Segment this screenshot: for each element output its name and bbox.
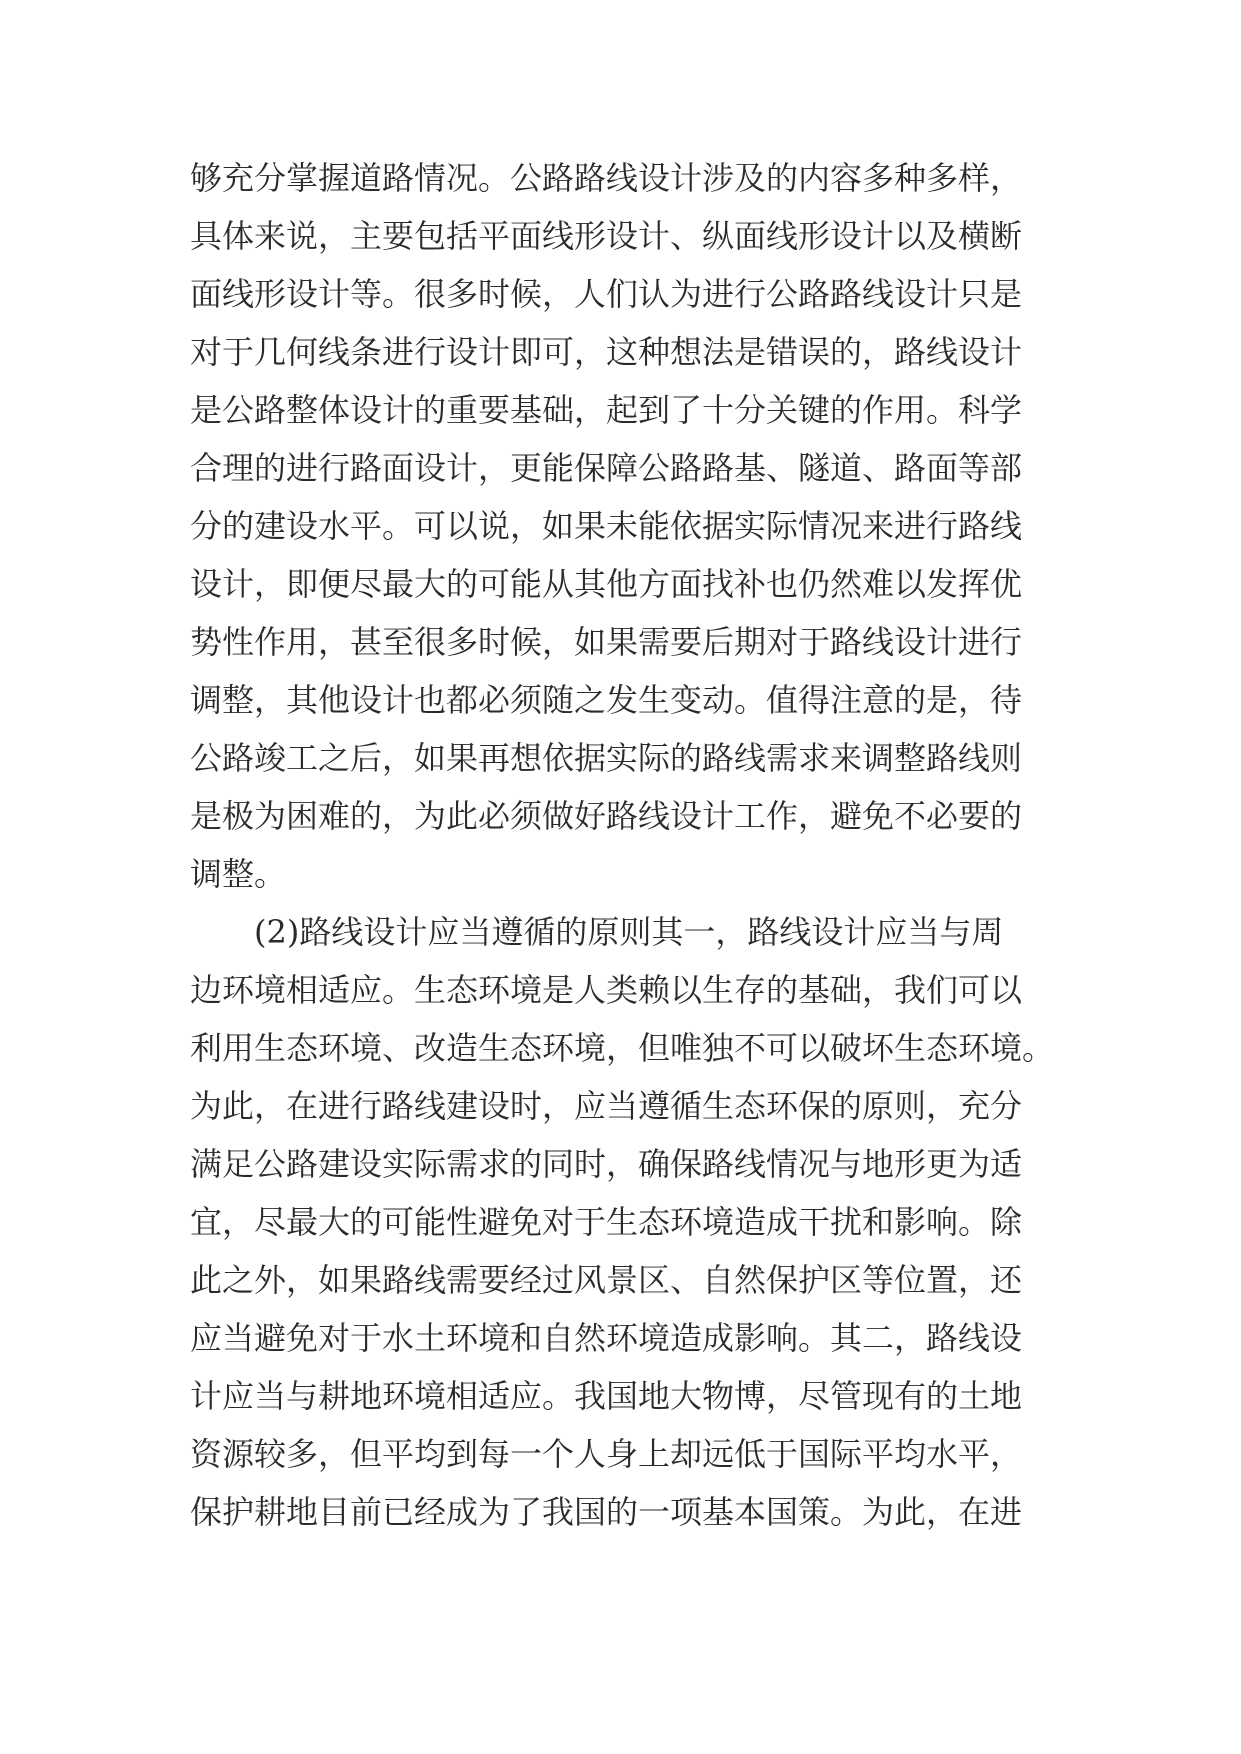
text-line: 是极为困难的，为此必须做好路线设计工作，避免不必要的 bbox=[190, 797, 1023, 835]
text-line: 边环境相适应。生态环境是人类赖以生存的基础，我们可以 bbox=[190, 971, 1023, 1009]
text-line: 对于几何线条进行设计即可，这种想法是错误的，路线设计 bbox=[190, 333, 1023, 371]
text-line: 面线形设计等。很多时候，人们认为进行公路路线设计只是 bbox=[190, 275, 1023, 313]
text-line: 保护耕地目前已经成为了我国的一项基本国策。为此，在进 bbox=[190, 1493, 1023, 1531]
text-line: 宜，尽最大的可能性避免对于生态环境造成干扰和影响。除 bbox=[190, 1203, 1023, 1241]
text-line: 此之外，如果路线需要经过风景区、自然保护区等位置，还 bbox=[190, 1261, 1023, 1299]
paragraph-start-line: (2)路线设计应当遵循的原则其一，路线设计应当与周 bbox=[254, 913, 1004, 951]
text-line: 具体来说，主要包括平面线形设计、纵面线形设计以及横断 bbox=[190, 217, 1023, 255]
text-line: 利用生态环境、改造生态环境，但唯独不可以破坏生态环境。 bbox=[190, 1029, 1055, 1067]
text-line: 为此，在进行路线建设时，应当遵循生态环保的原则，充分 bbox=[190, 1087, 1023, 1125]
text-line: 计应当与耕地环境相适应。我国地大物博，尽管现有的土地 bbox=[190, 1377, 1023, 1415]
text-line: 是公路整体设计的重要基础，起到了十分关键的作用。科学 bbox=[190, 391, 1023, 429]
text-line: 设计，即便尽最大的可能从其他方面找补也仍然难以发挥优 bbox=[190, 565, 1023, 603]
text-line: 势性作用，甚至很多时候，如果需要后期对于路线设计进行 bbox=[190, 623, 1023, 661]
text-line: 合理的进行路面设计，更能保障公路路基、隧道、路面等部 bbox=[190, 449, 1023, 487]
text-line: 应当避免对于水土环境和自然环境造成影响。其二，路线设 bbox=[190, 1319, 1023, 1357]
text-line: 调整。 bbox=[190, 855, 287, 893]
text-line: 资源较多，但平均到每一个人身上却远低于国际平均水平， bbox=[190, 1435, 1023, 1473]
text-line: 分的建设水平。可以说，如果未能依据实际情况来进行路线 bbox=[190, 507, 1023, 545]
text-line: 调整，其他设计也都必须随之发生变动。值得注意的是，待 bbox=[190, 681, 1023, 719]
text-line: 公路竣工之后，如果再想依据实际的路线需求来调整路线则 bbox=[190, 739, 1023, 777]
text-line: 满足公路建设实际需求的同时，确保路线情况与地形更为适 bbox=[190, 1145, 1023, 1183]
text-line: 够充分掌握道路情况。公路路线设计涉及的内容多种多样， bbox=[190, 159, 1023, 197]
